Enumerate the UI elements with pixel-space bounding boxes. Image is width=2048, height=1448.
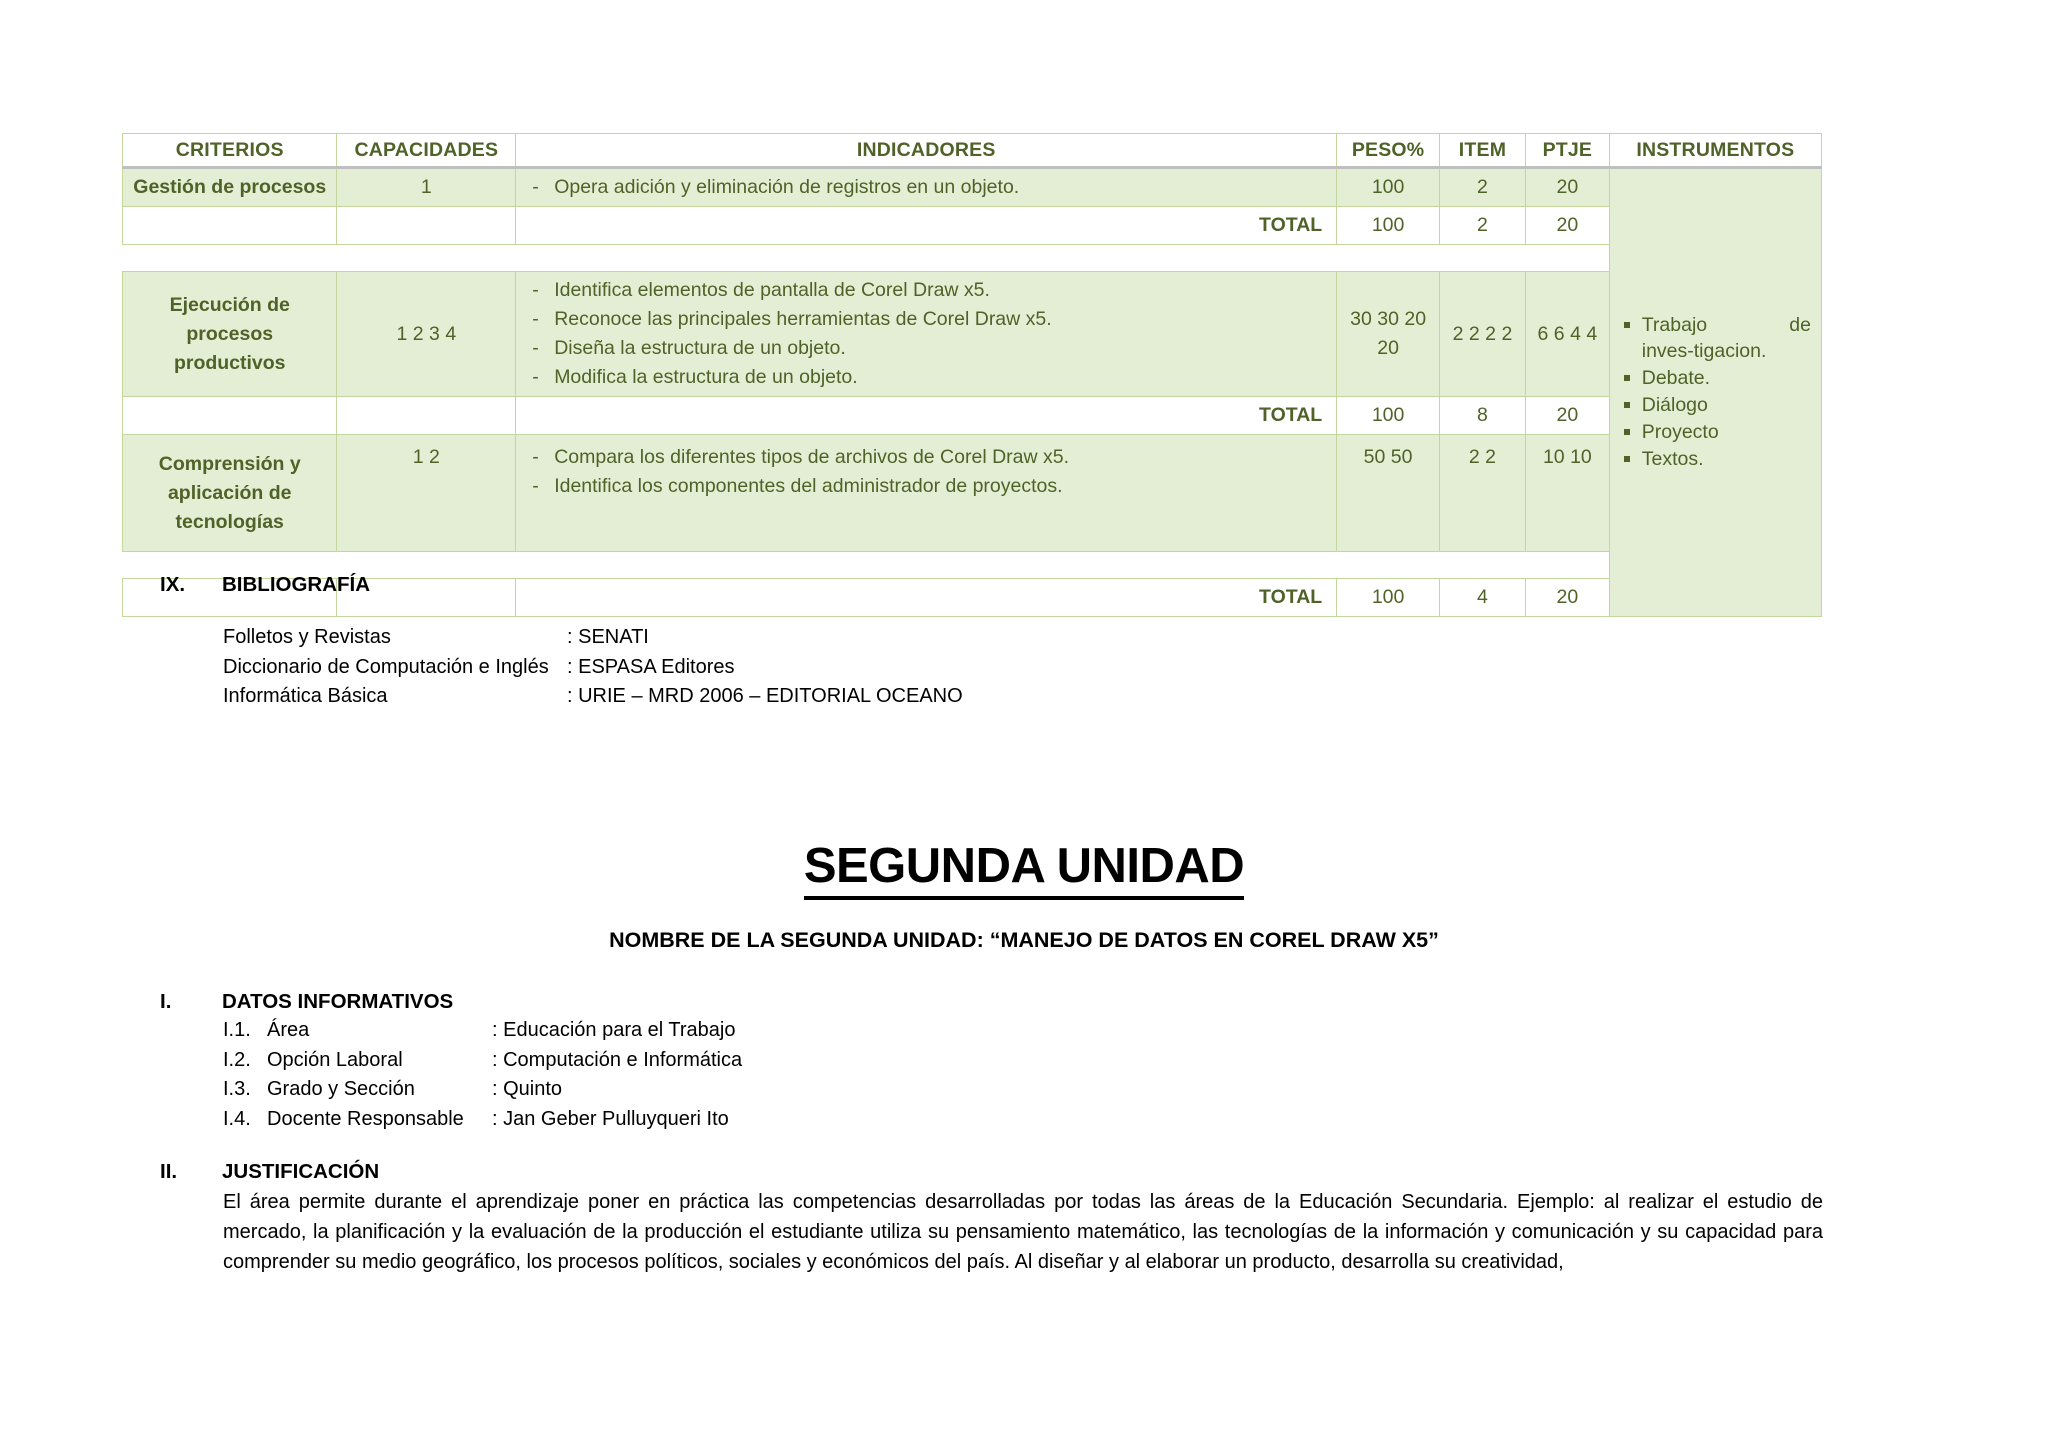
ptje-value: 6 <box>1553 322 1565 345</box>
instrumento-label: Proyecto <box>1641 421 1719 443</box>
column-header-indicadores: INDICADORES <box>516 134 1337 168</box>
peso-cell-2 <box>1337 272 1440 397</box>
item-label: Opción Laboral <box>267 1048 403 1071</box>
instrumento-label: Textos. <box>1641 448 1704 470</box>
square-bullet-icon <box>1624 375 1630 381</box>
ptje-value: 4 <box>1586 322 1598 345</box>
list-item <box>223 1046 742 1076</box>
capacidad-value: 1 <box>396 322 408 345</box>
criterio-line-1: Comprensión y <box>158 452 301 475</box>
evaluation-table <box>122 133 1822 617</box>
capacidad-value: 1 <box>412 446 424 468</box>
peso-cell-1: 100 <box>1337 168 1440 207</box>
total-label-2: TOTAL <box>516 397 1337 435</box>
spacer-cell <box>1337 245 1440 272</box>
justificacion-paragraph: El área permite durante el aprendizaje poner en práctica las competencias desarrolladas por todas las áreas de la Educación Secundaria. Ejemplo: al realizar el estudio de mercado, la planificación y la evaluación de la producción el estudiante utiliza su pensamiento matemático, las tecnologías de la información y comunicación y su capacidad para comprender su medio geográfico, los procesos políticos, sociales y económicos del país. Al diseñar y al elaborar un producto, desarrolla su creatividad, <box>223 1191 1823 1273</box>
item-value: 2 <box>1468 446 1480 468</box>
table-row <box>123 272 1822 397</box>
bibliografia-name: Informática Básica <box>223 685 388 707</box>
total-ptje-3: 20 <box>1525 579 1609 617</box>
capacidad-value: 4 <box>445 322 457 345</box>
peso-cell-3 <box>1337 435 1440 552</box>
indicador-text: Modifica la estructura de un objeto. <box>554 366 858 388</box>
total-ptje-1: 20 <box>1525 207 1609 245</box>
indicador-cell-2 <box>516 272 1337 397</box>
item-value: : Educación para el Trabajo <box>492 1019 736 1041</box>
spacer-cell <box>1525 245 1609 272</box>
bibliografia-name: Diccionario de Computación e Inglés <box>223 655 549 678</box>
column-header-criterios: CRITERIOS <box>123 134 337 168</box>
bibliografia-name: Folletos y Revistas <box>223 626 391 648</box>
list-item <box>223 653 963 683</box>
total-item-3: 4 <box>1439 579 1525 617</box>
item-value: : Jan Geber Pulluyqueri Ito <box>492 1107 729 1130</box>
column-header-item: ITEM <box>1439 134 1525 168</box>
ptje-cell-1: 20 <box>1525 168 1609 207</box>
instrumento-line2: inves-tigacion. <box>1641 340 1767 362</box>
item-cell-3 <box>1439 435 1525 552</box>
criterio-line-3: tecnologías <box>175 510 284 533</box>
peso-value: 30 <box>1377 308 1399 330</box>
list-item <box>223 623 963 653</box>
indicador-text: Compara los diferentes tipos de archivos de Corel Draw x5. <box>554 446 1070 468</box>
instrumento-word-a: Trabajo <box>1641 314 1708 336</box>
instrumento-word-b: de <box>1789 314 1811 336</box>
list-item <box>1622 446 1811 472</box>
indicador-text: Reconoce las principales herramientas de Corel Draw x5. <box>554 308 1052 330</box>
capacidad-cell-1: 1 <box>337 168 516 207</box>
indicador-text: Identifica los componentes del administrador de proyectos. <box>554 475 1063 497</box>
item-value: 2 <box>1452 322 1464 345</box>
bibliografia-value: : ESPASA Editores <box>567 655 735 678</box>
ptje-value: 10 <box>1542 446 1565 468</box>
spacer-cell <box>1439 245 1525 272</box>
indicador-cell-3 <box>516 435 1337 552</box>
total-item-2: 8 <box>1439 397 1525 435</box>
datos-informativos-list <box>223 1016 742 1134</box>
total-peso-2: 100 <box>1337 397 1440 435</box>
list-item <box>1622 392 1811 418</box>
unit-title-block <box>0 838 2048 900</box>
instrumento-label: Debate. <box>1641 367 1711 389</box>
item-cell-2 <box>1439 272 1525 397</box>
column-header-capacidades: CAPACIDADES <box>337 134 516 168</box>
dash-marker: - <box>532 446 539 468</box>
justificacion-section <box>160 1160 1822 1277</box>
capacidad-value: 3 <box>429 322 440 345</box>
item-value: 2 <box>1468 322 1480 345</box>
spacer-cell <box>1337 552 1440 579</box>
peso-value: 30 <box>1350 308 1372 330</box>
item-cell-1: 2 <box>1439 168 1525 207</box>
table-header-row <box>123 134 1822 168</box>
dash-marker: - <box>532 337 539 359</box>
item-value: 2 <box>1501 322 1513 345</box>
instrumento-label: Diálogo <box>1641 394 1708 416</box>
capacidad-value: 2 <box>429 446 440 468</box>
section-number: I. <box>160 990 172 1013</box>
bibliografia-value: : SENATI <box>567 626 649 648</box>
square-bullet-icon <box>1624 322 1630 328</box>
capacidad-cell-2 <box>337 272 516 397</box>
table-row <box>123 168 1822 207</box>
item-label: Grado y Sección <box>267 1078 415 1100</box>
spacer-cell <box>1525 552 1609 579</box>
ptje-value: 10 <box>1570 446 1592 468</box>
square-bullet-icon <box>1624 456 1630 462</box>
item-value: 2 <box>1485 322 1497 345</box>
datos-informativos-heading <box>160 990 742 1014</box>
section-title: BIBLIOGRAFÍA <box>222 573 371 596</box>
capacidad-cell-3 <box>337 435 516 552</box>
section-number: II. <box>160 1160 178 1183</box>
criterio-cell-1: Gestión de procesos <box>123 168 337 207</box>
dash-marker: - <box>532 366 539 388</box>
empty-cell <box>123 397 337 435</box>
datos-informativos-section <box>160 990 742 1134</box>
dash-marker: - <box>532 176 539 198</box>
dash-marker: - <box>532 475 539 497</box>
list-item <box>1622 312 1811 364</box>
indicador-text: Diseña la estructura de un objeto. <box>554 337 846 359</box>
peso-value: 50 <box>1390 446 1413 468</box>
criterio-line-1: Ejecución de <box>169 293 290 316</box>
total-item-1: 2 <box>1439 207 1525 245</box>
empty-cell <box>337 397 516 435</box>
table-total-row <box>123 207 1822 245</box>
ptje-cell-2 <box>1525 272 1609 397</box>
spacer-cell <box>516 245 1337 272</box>
list-item <box>223 1016 742 1046</box>
total-ptje-2: 20 <box>1525 397 1609 435</box>
evaluation-table-container <box>122 133 1822 617</box>
list-item <box>223 682 963 712</box>
total-peso-3: 100 <box>1337 579 1440 617</box>
peso-value: 50 <box>1363 446 1386 468</box>
indicador-cell-1 <box>516 168 1337 207</box>
square-bullet-icon <box>1624 402 1630 408</box>
page-title: SEGUNDA UNIDAD <box>804 838 1244 900</box>
table-row <box>123 435 1822 552</box>
item-value: : Quinto <box>492 1078 563 1100</box>
item-label: Área <box>267 1019 310 1041</box>
justificacion-heading <box>160 1160 1822 1184</box>
bibliografia-section <box>160 573 963 712</box>
item-value: : Computación e Informática <box>492 1048 743 1071</box>
item-value: 2 <box>1485 446 1497 468</box>
section-number: IX. <box>160 573 186 596</box>
empty-cell <box>123 207 337 245</box>
bibliografia-value: : URIE – MRD 2006 – EDITORIAL OCEANO <box>567 685 963 707</box>
capacidad-value: 2 <box>412 322 424 345</box>
spacer-cell <box>337 245 516 272</box>
criterio-cell-3 <box>123 435 337 552</box>
item-number: I.3. <box>223 1078 251 1100</box>
criterio-line-2: procesos productivos <box>173 322 286 374</box>
empty-cell <box>337 207 516 245</box>
indicador-text: Opera adición y eliminación de registros en un objeto. <box>554 176 1020 198</box>
spacer-cell <box>123 245 337 272</box>
dash-marker: - <box>532 308 539 330</box>
column-header-instrumentos: INSTRUMENTOS <box>1609 134 1821 168</box>
ptje-value: 4 <box>1570 322 1581 345</box>
total-label-1: TOTAL <box>516 207 1337 245</box>
list-item <box>1622 365 1811 391</box>
total-peso-1: 100 <box>1337 207 1440 245</box>
spacer-cell <box>1439 552 1525 579</box>
ptje-cell-3 <box>1525 435 1609 552</box>
table-total-row <box>123 397 1822 435</box>
list-item <box>223 1105 742 1135</box>
item-number: I.4. <box>223 1107 251 1130</box>
instrumentos-list <box>1622 312 1811 472</box>
item-number: I.1. <box>223 1019 251 1041</box>
list-item <box>223 1075 742 1105</box>
section-title: JUSTIFICACIÓN <box>222 1160 380 1183</box>
criterio-line-2: aplicación de <box>167 481 292 504</box>
unit-subtitle: NOMBRE DE LA SEGUNDA UNIDAD: “MANEJO DE DATOS EN COREL DRAW X5” <box>609 928 1439 952</box>
criterio-cell-2 <box>123 272 337 397</box>
column-header-peso: PESO% <box>1337 134 1440 168</box>
dash-marker: - <box>532 279 539 301</box>
peso-value: 20 <box>1404 308 1427 330</box>
total-label-3: TOTAL <box>516 579 1337 617</box>
square-bullet-icon <box>1624 429 1630 435</box>
instrumentos-cell <box>1609 168 1821 617</box>
bibliografia-heading <box>160 573 963 597</box>
item-label: Docente Responsable <box>267 1107 464 1130</box>
table-spacer-row <box>123 245 1822 272</box>
peso-value: 20 <box>1377 337 1399 359</box>
indicador-text: Identifica elementos de pantalla de Corel Draw x5. <box>554 279 990 301</box>
section-title: DATOS INFORMATIVOS <box>222 990 454 1013</box>
bibliografia-entries <box>223 623 963 712</box>
ptje-value: 6 <box>1537 322 1549 345</box>
column-header-ptje: PTJE <box>1525 134 1609 168</box>
list-item <box>1622 419 1811 445</box>
item-number: I.2. <box>223 1048 251 1071</box>
